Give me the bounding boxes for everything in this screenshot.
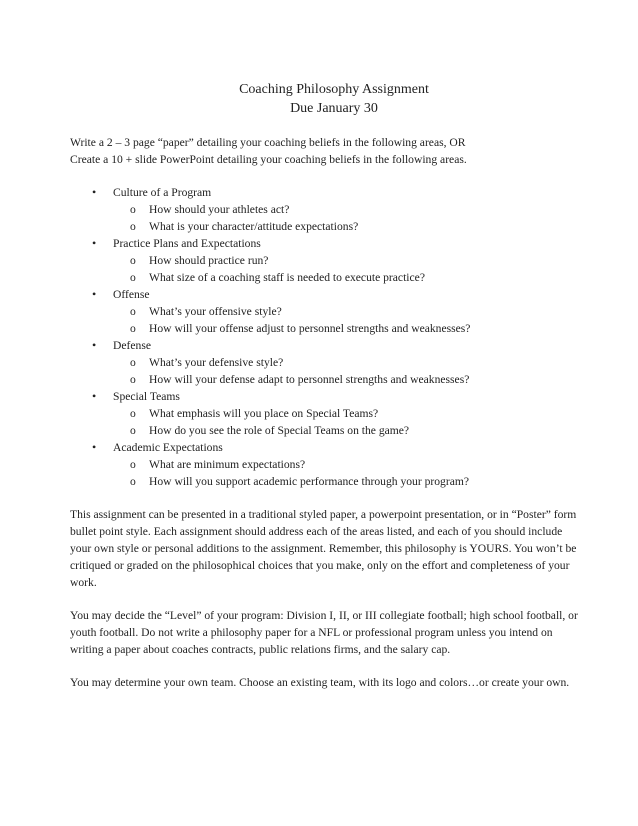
- topic-item: [92, 184, 578, 235]
- topic-label: Special Teams: [113, 390, 180, 403]
- instruction-line-powerpoint: Create a 10 + slide PowerPoint detailing your coaching beliefs in the following areas.: [70, 153, 467, 166]
- circle-bullet-icon: o: [130, 407, 136, 420]
- subtopic-item: [130, 218, 578, 235]
- presentation-format-paragraph: This assignment can be presented in a traditional styled paper, a powerpoint presentation, or in “Poster” form bullet point style. Each assignment should address each of the areas listed, and each of you should include your own style or personal additions to the assignment. Remember, this philosophy is YOURS. You won’t be critiqued or graded on the philosophical choices that you make, only on the effort and completeness of your work.: [70, 508, 577, 589]
- subtopic-text: How do you see the role of Special Teams on the game?: [149, 424, 410, 437]
- circle-bullet-icon: o: [130, 458, 136, 471]
- document-title: Coaching Philosophy Assignment: [239, 82, 429, 97]
- subtopic-item: [130, 252, 578, 269]
- subtopic-list: [113, 354, 578, 388]
- circle-bullet-icon: o: [130, 475, 136, 488]
- subtopic-text: How will your offense adjust to personnel strengths and weaknesses?: [149, 322, 471, 335]
- circle-bullet-icon: o: [130, 356, 136, 369]
- subtopic-text: What’s your defensive style?: [149, 356, 284, 369]
- subtopic-item: [130, 354, 578, 371]
- circle-bullet-icon: o: [130, 271, 136, 284]
- subtopic-list: [113, 201, 578, 235]
- subtopic-item: [130, 456, 578, 473]
- topic-item: [92, 337, 578, 388]
- topic-list: [70, 184, 578, 490]
- circle-bullet-icon: o: [130, 203, 136, 216]
- subtopic-text: What emphasis will you place on Special Teams?: [149, 407, 379, 420]
- circle-bullet-icon: o: [130, 305, 136, 318]
- bullet-icon: •: [92, 338, 97, 352]
- program-level-paragraph: You may decide the “Level” of your program: Division I, II, or III collegiate football; high school football, or youth football. Do not write a philosophy paper for a NFL or professional program unless you intend on writing a paper about coaches contracts, public relations firms, and the salary cap.: [70, 609, 578, 656]
- subtopic-item: [130, 422, 578, 439]
- subtopic-item: [130, 320, 578, 337]
- instructions: [70, 134, 578, 168]
- circle-bullet-icon: o: [130, 322, 136, 335]
- bullet-icon: •: [92, 440, 97, 454]
- subtopic-item: [130, 269, 578, 286]
- instruction-line-paper: Write a 2 – 3 page “paper” detailing your coaching beliefs in the following areas, OR: [70, 136, 466, 149]
- topic-label: Academic Expectations: [113, 441, 223, 454]
- topic-label: Offense: [113, 288, 150, 301]
- subtopic-text: What’s your offensive style?: [149, 305, 282, 318]
- subtopic-text: What is your character/attitude expectations?: [149, 220, 359, 233]
- circle-bullet-icon: o: [130, 424, 136, 437]
- topic-item: [92, 388, 578, 439]
- circle-bullet-icon: o: [130, 373, 136, 386]
- bullet-icon: •: [92, 185, 97, 199]
- topic-item: [92, 235, 578, 286]
- subtopic-item: [130, 473, 578, 490]
- topic-item: [92, 286, 578, 337]
- subtopic-item: [130, 303, 578, 320]
- circle-bullet-icon: o: [130, 254, 136, 267]
- subtopic-item: [130, 371, 578, 388]
- topic-label: Defense: [113, 339, 151, 352]
- subtopic-text: What size of a coaching staff is needed to execute practice?: [149, 271, 425, 284]
- bullet-icon: •: [92, 389, 97, 403]
- subtopic-list: [113, 303, 578, 337]
- subtopic-item: [130, 201, 578, 218]
- subtopic-text: How will your defense adapt to personnel strengths and weaknesses?: [149, 373, 470, 386]
- subtopic-list: [113, 456, 578, 490]
- topic-label: Culture of a Program: [113, 186, 212, 199]
- subtopic-text: How should practice run?: [149, 254, 269, 267]
- bullet-icon: •: [92, 236, 97, 250]
- bullet-icon: •: [92, 287, 97, 301]
- due-date: Due January 30: [290, 101, 378, 116]
- subtopic-list: [113, 252, 578, 286]
- subtopic-text: What are minimum expectations?: [149, 458, 306, 471]
- circle-bullet-icon: o: [130, 220, 136, 233]
- topic-item: [92, 439, 578, 490]
- subtopic-list: [113, 405, 578, 439]
- team-choice-paragraph: You may determine your own team. Choose an existing team, with its logo and colors…or create your own.: [70, 676, 570, 689]
- subtopic-item: [130, 405, 578, 422]
- topic-label: Practice Plans and Expectations: [113, 237, 261, 250]
- subtopic-text: How will you support academic performance through your program?: [149, 475, 470, 488]
- subtopic-text: How should your athletes act?: [149, 203, 290, 216]
